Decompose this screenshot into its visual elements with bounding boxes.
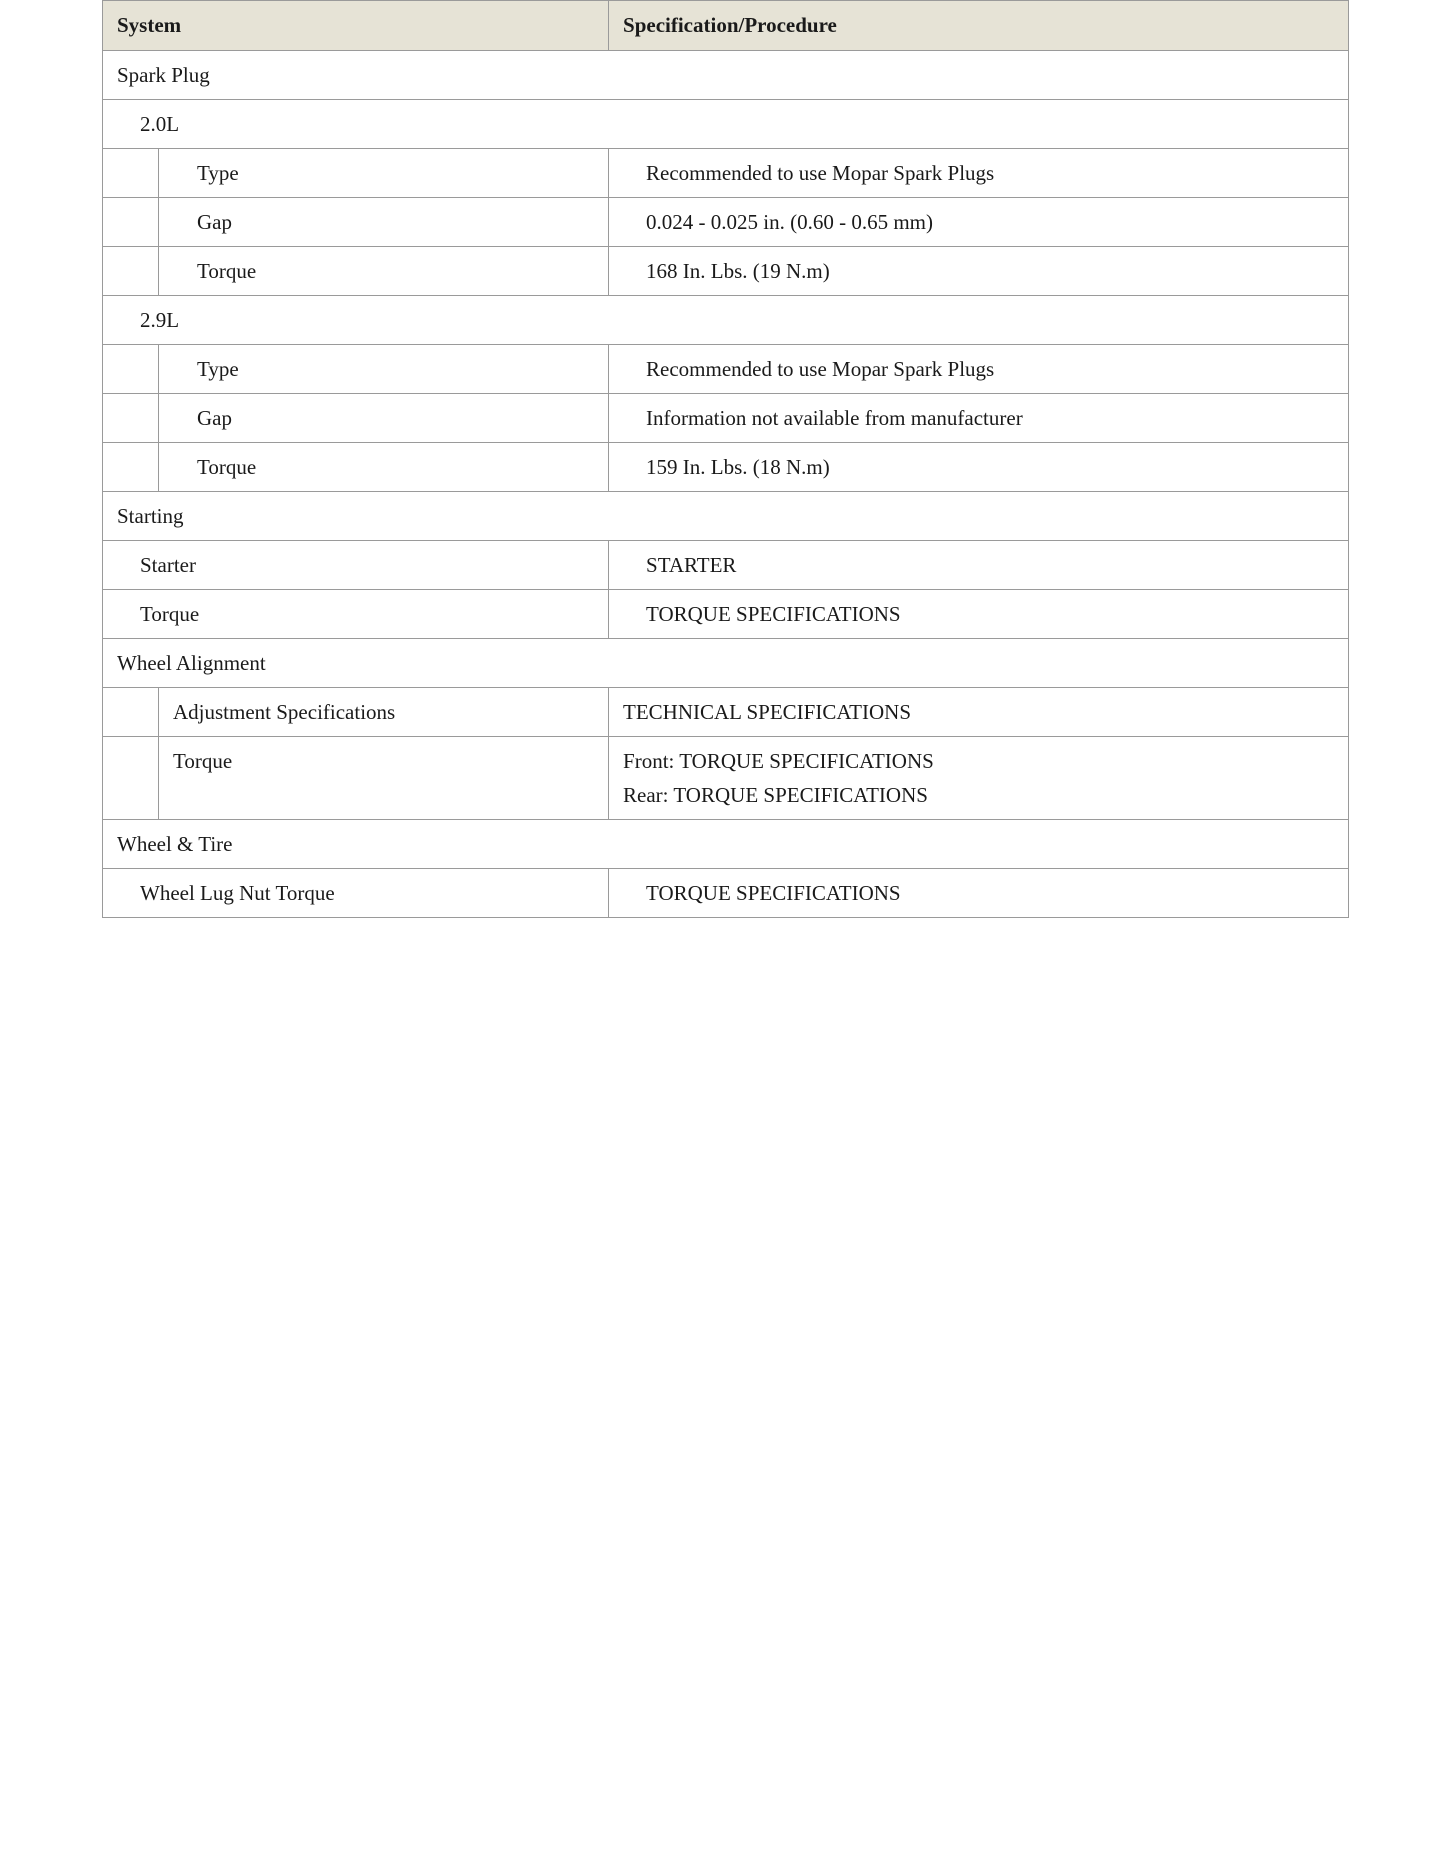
- subsection-title: 2.0L: [140, 112, 180, 136]
- section-title: Starting: [117, 504, 184, 528]
- section-title: Wheel & Tire: [117, 832, 233, 856]
- row-label: Adjustment Specifications: [173, 700, 396, 724]
- row-label: Gap: [197, 406, 232, 430]
- row-value: Recommended to use Mopar Spark Plugs: [646, 357, 995, 381]
- header-specification: Specification/Procedure: [609, 1, 1349, 51]
- section-row-wheel-tire: [103, 820, 1349, 869]
- row-label: Type: [197, 161, 239, 185]
- row-value: 168 In. Lbs. (19 N.m): [646, 259, 830, 283]
- row-label: Torque: [197, 259, 257, 283]
- header-row: [103, 1, 1349, 51]
- indent-cell: [103, 394, 159, 443]
- row-value: Information not available from manufacturer: [646, 406, 1023, 430]
- indent-cell: [103, 247, 159, 296]
- row-label: Starter: [140, 553, 196, 577]
- row-value: 0.024 - 0.025 in. (0.60 - 0.65 mm): [646, 210, 933, 234]
- row-label: Gap: [197, 210, 232, 234]
- indent-cell: [103, 345, 159, 394]
- indent-cell: [103, 198, 159, 247]
- row-label: Type: [197, 357, 239, 381]
- row-value-rear: Rear: TORQUE SPECIFICATIONS: [623, 783, 928, 807]
- table-row: [103, 688, 1349, 737]
- indent-cell: [103, 737, 159, 820]
- subsection-row-2-0l: [103, 100, 1349, 149]
- row-value: STARTER: [646, 553, 737, 577]
- subsection-row-2-9l: [103, 296, 1349, 345]
- table-row: [103, 149, 1349, 198]
- indent-cell: [103, 443, 159, 492]
- indent-cell: [103, 688, 159, 737]
- indent-cell: [103, 149, 159, 198]
- table-row: [103, 198, 1349, 247]
- row-label: Torque: [173, 749, 233, 773]
- table-row: [103, 869, 1349, 918]
- row-value: TECHNICAL SPECIFICATIONS: [623, 700, 912, 724]
- subsection-title: 2.9L: [140, 308, 180, 332]
- table-row: [103, 541, 1349, 590]
- row-label: Wheel Lug Nut Torque: [140, 881, 335, 905]
- row-label: Torque: [197, 455, 257, 479]
- section-row-starting: [103, 492, 1349, 541]
- table-row: [103, 443, 1349, 492]
- section-row-spark-plug: [103, 51, 1349, 100]
- table-row: [103, 345, 1349, 394]
- specifications-table: [102, 0, 1349, 918]
- table-row: [103, 590, 1349, 639]
- table-row: [103, 394, 1349, 443]
- row-value: TORQUE SPECIFICATIONS: [646, 881, 901, 905]
- row-value: Recommended to use Mopar Spark Plugs: [646, 161, 995, 185]
- table-row: [103, 247, 1349, 296]
- section-title: Spark Plug: [117, 63, 210, 87]
- row-value-front: Front: TORQUE SPECIFICATIONS: [623, 749, 934, 773]
- header-system: System: [103, 1, 609, 51]
- section-row-wheel-alignment: [103, 639, 1349, 688]
- row-label: Torque: [140, 602, 200, 626]
- row-value: 159 In. Lbs. (18 N.m): [646, 455, 830, 479]
- table-row: [103, 737, 1349, 820]
- section-title: Wheel Alignment: [117, 651, 266, 675]
- row-value: TORQUE SPECIFICATIONS: [646, 602, 901, 626]
